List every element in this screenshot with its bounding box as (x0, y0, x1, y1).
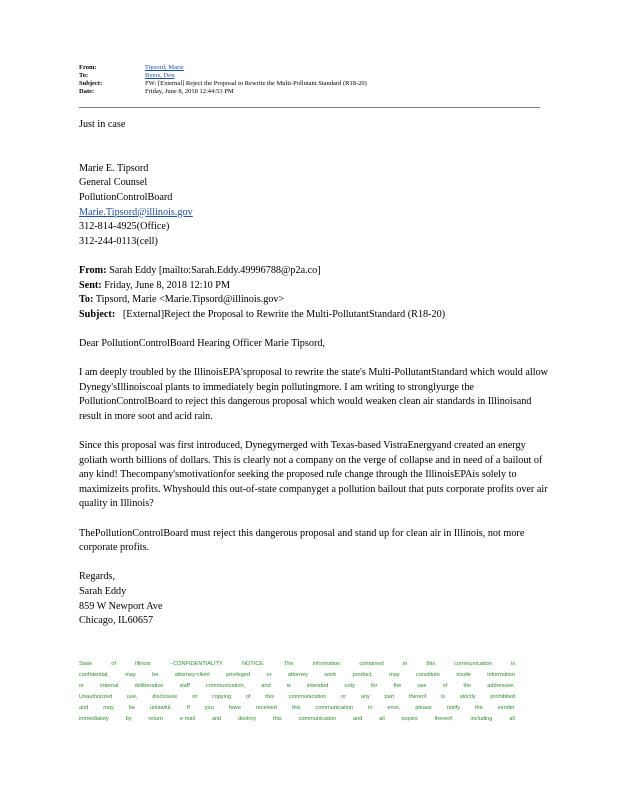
confidentiality-word: immediately (79, 716, 109, 722)
confidentiality-word: - CONFIDENTIALITY (169, 661, 223, 667)
confidentiality-word: for (370, 683, 378, 689)
confidentiality-word: and (79, 705, 89, 711)
signature-phone-office: 312-814-4925(Office) (79, 221, 170, 233)
letter-sender-name: Sarah Eddy (79, 586, 127, 597)
confidentiality-word: destroy (237, 716, 257, 722)
confidentiality-word: this (291, 705, 301, 711)
confidentiality-word: sender (497, 705, 515, 711)
forwarded-from-line (79, 264, 549, 279)
confidentiality-word: only (344, 683, 355, 689)
confidentiality-word: communication (315, 705, 354, 711)
forwarded-from-value: Sarah Eddy [mailto:Sarah.Eddy.49996788@p2a.co] (109, 264, 321, 276)
forwarded-subject-label: Subject: (79, 308, 116, 320)
confidentiality-word: is (441, 694, 446, 700)
confidentiality-word: be (152, 672, 159, 678)
confidentiality-word: internal (100, 683, 119, 689)
header-subject-row (79, 80, 539, 88)
confidentiality-line (79, 681, 515, 692)
confidentiality-word: this (273, 716, 282, 722)
confidentiality-word: any (360, 694, 370, 700)
letter-sender-city: Chicago, IL60657 (79, 615, 154, 627)
header-from-row (79, 64, 539, 72)
confidentiality-line (79, 659, 515, 670)
confidentiality-word: thereof, (434, 716, 454, 722)
confidentiality-word: privileged (226, 672, 251, 678)
confidentiality-word: may (389, 672, 400, 678)
header-from-value[interactable]: Tipsord, Marie (145, 64, 184, 71)
forwarded-subject-value: [External]Reject the Proposal to Rewrite the Multi-PollutantStandard (R18-20) (122, 308, 446, 320)
confidentiality-word: inside (456, 672, 471, 678)
signature-name: Marie E. Tipsord (79, 162, 149, 174)
confidentiality-word: return (148, 716, 163, 722)
confidentiality-word: have (228, 705, 241, 711)
confidentiality-line (79, 670, 515, 681)
confidentiality-word: strictly (459, 694, 476, 700)
letter-paragraph-2: Since this proposal was first introduced, Dynegymerged with Texas-based VistraEnergyand created an energy goliath worth billions of dollars. This is clearly not a company on the verge of collapse and in need of a bailout of any kind! Thecompany'smotivationfor seeking the proposed rule change through the IllinoisEPAis solely to maximizeits profits. Whyshould this out-of-state companyget a pollution bailout that puts corporate profits over air quality in Illinois? (79, 440, 548, 510)
confidentiality-word: staff (179, 683, 190, 689)
confidentiality-word: use (417, 683, 427, 689)
confidentiality-word: is (286, 683, 291, 689)
confidentiality-word: all (379, 716, 385, 722)
confidentiality-word: NOTICE: (242, 661, 265, 667)
forwarded-to-line (79, 293, 549, 308)
confidentiality-line (79, 714, 515, 725)
header-to-label: To: (79, 72, 89, 79)
signature-email-link[interactable]: Marie.Tipsord@illinois.gov (79, 206, 193, 218)
letter-paragraph-3: ThePollutionControlBoard must reject this dangerous proposal and stand up for clean air in Illinois, not more corporate profits. (79, 527, 525, 554)
confidentiality-word: communication, (205, 683, 246, 689)
confidentiality-word: or (266, 672, 272, 678)
confidentiality-line (79, 703, 515, 714)
letter-paragraph-1: I am deeply troubled by the IllinoisEPA'sproposal to rewrite the state's Multi-PollutantStandard which would allow Dynegy'sIllinoiscoal plants to immediately begin pollutingmore. I am writing to stronglyurge the PollutionControlBoard to reject this dangerous proposal which would weaken clean air standards in Illinoisand result in more soot and acid rain. (79, 367, 549, 422)
confidentiality-word: thereof (408, 694, 427, 700)
confidentiality-word: addressee. (487, 683, 515, 689)
confidentiality-word: disclosure (152, 694, 178, 700)
confidentiality-word: e-mail (179, 716, 196, 722)
email-body (79, 118, 549, 629)
confidentiality-word: unlawful. (149, 705, 172, 711)
header-date-row (79, 88, 539, 96)
confidentiality-word: and (211, 716, 222, 722)
forwarded-sent-value: Friday, June 8, 2018 12:10 PM (104, 279, 231, 291)
confidentiality-word: use, (127, 694, 138, 700)
confidentiality-word: may (103, 705, 114, 711)
confidentiality-word: copies (401, 716, 418, 722)
header-divider (79, 107, 540, 108)
confidentiality-word: contained (359, 661, 384, 667)
header-to-value[interactable]: Byers, Don (145, 72, 175, 79)
confidentiality-word: or (341, 694, 347, 700)
confidentiality-word: communication (298, 716, 337, 722)
letter-sender-street: 859 W Newport Ave (79, 600, 163, 612)
confidentiality-word: attorney-client (174, 672, 210, 678)
confidentiality-word: communication (288, 694, 327, 700)
intro-text: Just in case (79, 119, 126, 130)
letter-closing: Regards, (79, 571, 115, 583)
confidentiality-notice (79, 659, 515, 725)
header-subject-value: FW: [External] Reject the Proposal to Rewrite the Multi-Pollutant Standard (R18-20) (145, 80, 367, 87)
confidentiality-word: or (192, 694, 198, 700)
signature-org: PollutionControlBoard (79, 191, 173, 203)
forwarded-to-label: To: (79, 294, 94, 306)
confidentiality-word: State (79, 661, 93, 667)
confidentiality-word: Illinois (135, 661, 151, 667)
confidentiality-word: constitute (416, 672, 440, 678)
confidentiality-word: in (402, 661, 408, 667)
confidentiality-word: and (353, 716, 363, 722)
confidentiality-word: including (470, 716, 493, 722)
confidentiality-line (79, 692, 515, 703)
confidentiality-word: Unauthorized (79, 694, 113, 700)
confidentiality-word: of (442, 683, 448, 689)
confidentiality-word: received (255, 705, 278, 711)
header-subject-label: Subject: (79, 80, 103, 87)
confidentiality-word: notify (446, 705, 461, 711)
confidentiality-word: may (125, 672, 136, 678)
confidentiality-word: deliberative (134, 683, 164, 689)
confidentiality-word: product, (352, 672, 373, 678)
confidentiality-word: in (368, 705, 373, 711)
confidentiality-word: information (312, 661, 341, 667)
confidentiality-word: or (79, 683, 84, 689)
confidentiality-word: attorney (287, 672, 309, 678)
confidentiality-word: prohibited (490, 694, 515, 700)
confidentiality-word: If (186, 705, 190, 711)
signature-title: General Counsel (79, 177, 148, 189)
confidentiality-word: be (128, 705, 135, 711)
confidentiality-word: copying (211, 694, 232, 700)
confidentiality-word: of (245, 694, 251, 700)
confidentiality-word: you (204, 705, 214, 711)
confidentiality-word: and (261, 683, 271, 689)
forwarded-sent-label: Sent: (79, 279, 102, 291)
confidentiality-word: intended (306, 683, 329, 689)
confidentiality-word: this (426, 661, 436, 667)
forwarded-to-value: Tipsord, Marie <Marie.Tipsord@illinois.gov> (95, 294, 285, 306)
confidentiality-word: information (487, 672, 515, 678)
confidentiality-word: work (324, 672, 337, 678)
confidentiality-word: error, (387, 705, 401, 711)
confidentiality-word: by (125, 716, 132, 722)
signature-phone-cell: 312-244-0113(cell) (79, 235, 158, 247)
forwarded-sent-line (79, 279, 549, 294)
confidentiality-word: all (509, 716, 515, 722)
header-from-label: From: (79, 64, 97, 71)
forwarded-subject-line (79, 308, 549, 323)
letter-salutation: Dear PollutionControlBoard Hearing Officer Marie Tipsord, (79, 337, 325, 349)
confidentiality-word: The (283, 661, 294, 667)
confidentiality-word: confidential, (79, 672, 109, 678)
email-header (79, 64, 539, 96)
header-to-row (79, 72, 539, 80)
confidentiality-word: this (265, 694, 275, 700)
confidentiality-word: please (415, 705, 432, 711)
forwarded-from-label: From: (79, 264, 107, 276)
confidentiality-word: the (393, 683, 402, 689)
confidentiality-word: is (510, 661, 515, 667)
confidentiality-word: communication (454, 661, 492, 667)
confidentiality-word: the (463, 683, 472, 689)
confidentiality-word: the (474, 705, 483, 711)
header-date-value: Friday, June 8, 2018 12:44:53 PM (145, 88, 234, 95)
confidentiality-word: part (384, 694, 395, 700)
confidentiality-word: of (111, 661, 116, 667)
header-date-label: Date: (79, 88, 95, 95)
